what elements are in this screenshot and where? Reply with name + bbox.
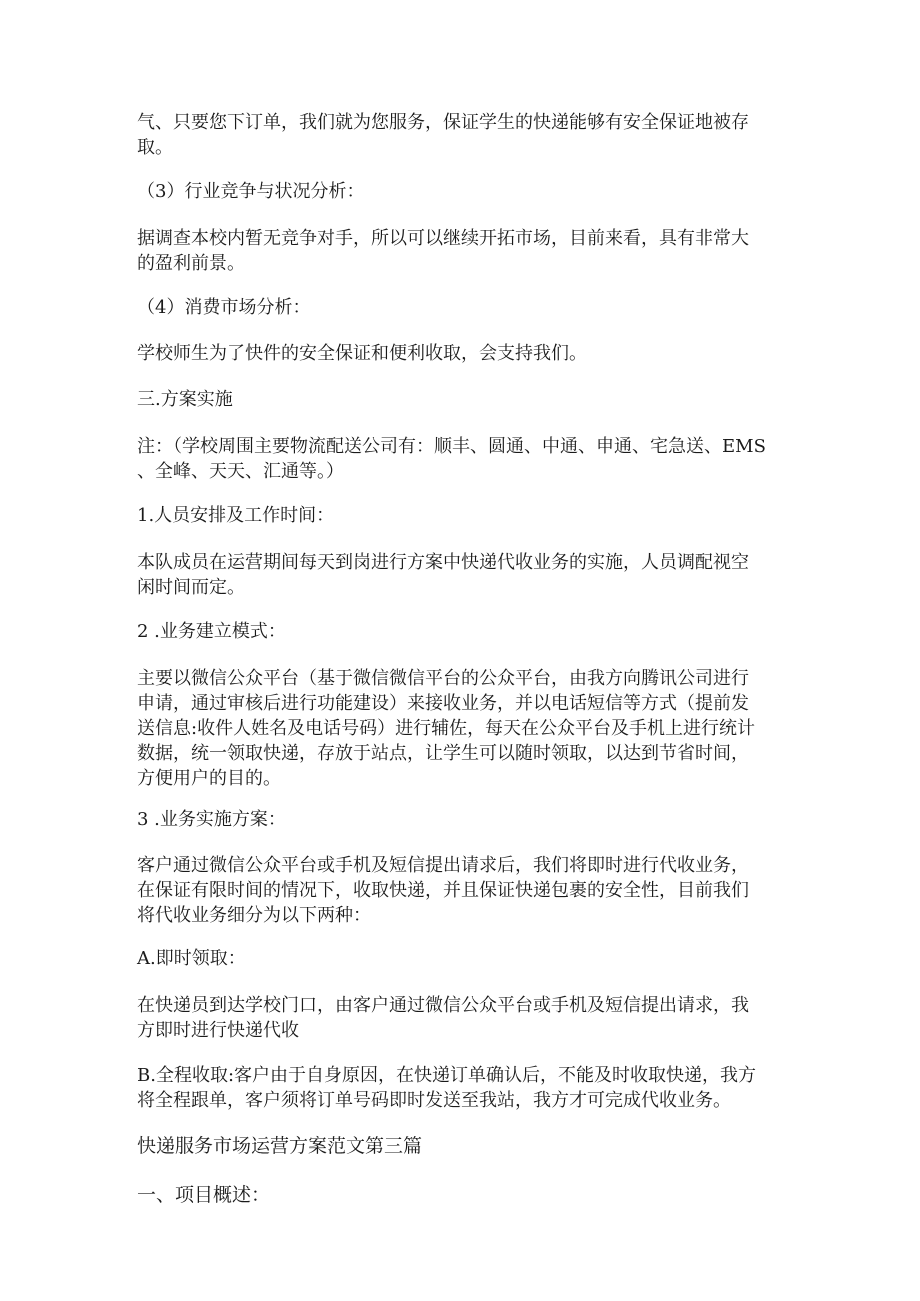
- heading-business-model: 2 .业务建立模式：: [137, 621, 286, 642]
- heading-project-overview: 一、项目概述：: [137, 1184, 271, 1206]
- paragraph-business-model: 主要以微信公众平台（基于微信微信平台的公众平台，由我方向腾讯公司进行 申请，通过审核后进行功能建设）来接收业务，并以电话短信等方式（提前发 送信息:收件人姓名及电话号码）进行辅佐，每天在公众平台及手机上进行统计 数据，统一领取快递，存放于站点，让学生可以随时领取，以达到节省时间， 方便用户的目的。: [137, 668, 756, 789]
- heading-staffing: 1.人员安排及工作时间：: [137, 505, 335, 526]
- heading-consumer-market: （4）消费市场分析：: [137, 297, 311, 318]
- heading-plan-implementation: 三.方案实施: [137, 389, 233, 410]
- section-title-third: 快递服务市场运营方案范文第三篇: [137, 1135, 423, 1157]
- paragraph-full-collection: B.全程收取:客户由于自身原因，在快递订单确认后，不能及时收取快递，我方 将全程跟单，客户须将订单号码即时发送至我站，我方才可完成代收业务。: [137, 1065, 757, 1111]
- paragraph-staffing: 本队成员在运营期间每天到岗进行方案中快递代收业务的实施，人员调配视空 闲时间而定。: [137, 552, 749, 598]
- paragraph-implementation-plan: 客户通过微信公众平台或手机及短信提出请求后，我们将即时进行代收业务， 在保证有限时间的情况下，收取快递，并且保证快递包裹的安全性，目前我们 将代收业务细分为以下两种：: [137, 855, 749, 926]
- paragraph-instant-pickup: 在快递员到达学校门口，由客户通过微信公众平台或手机及短信提出请求，我 方即时进行快递代收: [137, 995, 749, 1041]
- heading-instant-pickup: A.即时领取：: [137, 948, 246, 969]
- heading-industry-competition: （3）行业竞争与状况分析：: [137, 181, 365, 202]
- paragraph-consumer-market: 学校师生为了快件的安全保证和便利收取，会支持我们。: [137, 343, 587, 364]
- paragraph-1: 气、只要您下订单，我们就为您服务，保证学生的快递能够有安全保证地被存 取。: [137, 112, 749, 158]
- paragraph-note: 注：（学校周围主要物流配送公司有：顺丰、圆通、中通、申通、宅急送、EMS 、全峰、天天、汇通等。）: [137, 436, 766, 482]
- paragraph-competition: 据调查本校内暂无竞争对手，所以可以继续开拓市场，目前来看，具有非常大 的盈利前景。: [137, 228, 749, 274]
- heading-implementation-plan: 3 .业务实施方案：: [137, 809, 286, 830]
